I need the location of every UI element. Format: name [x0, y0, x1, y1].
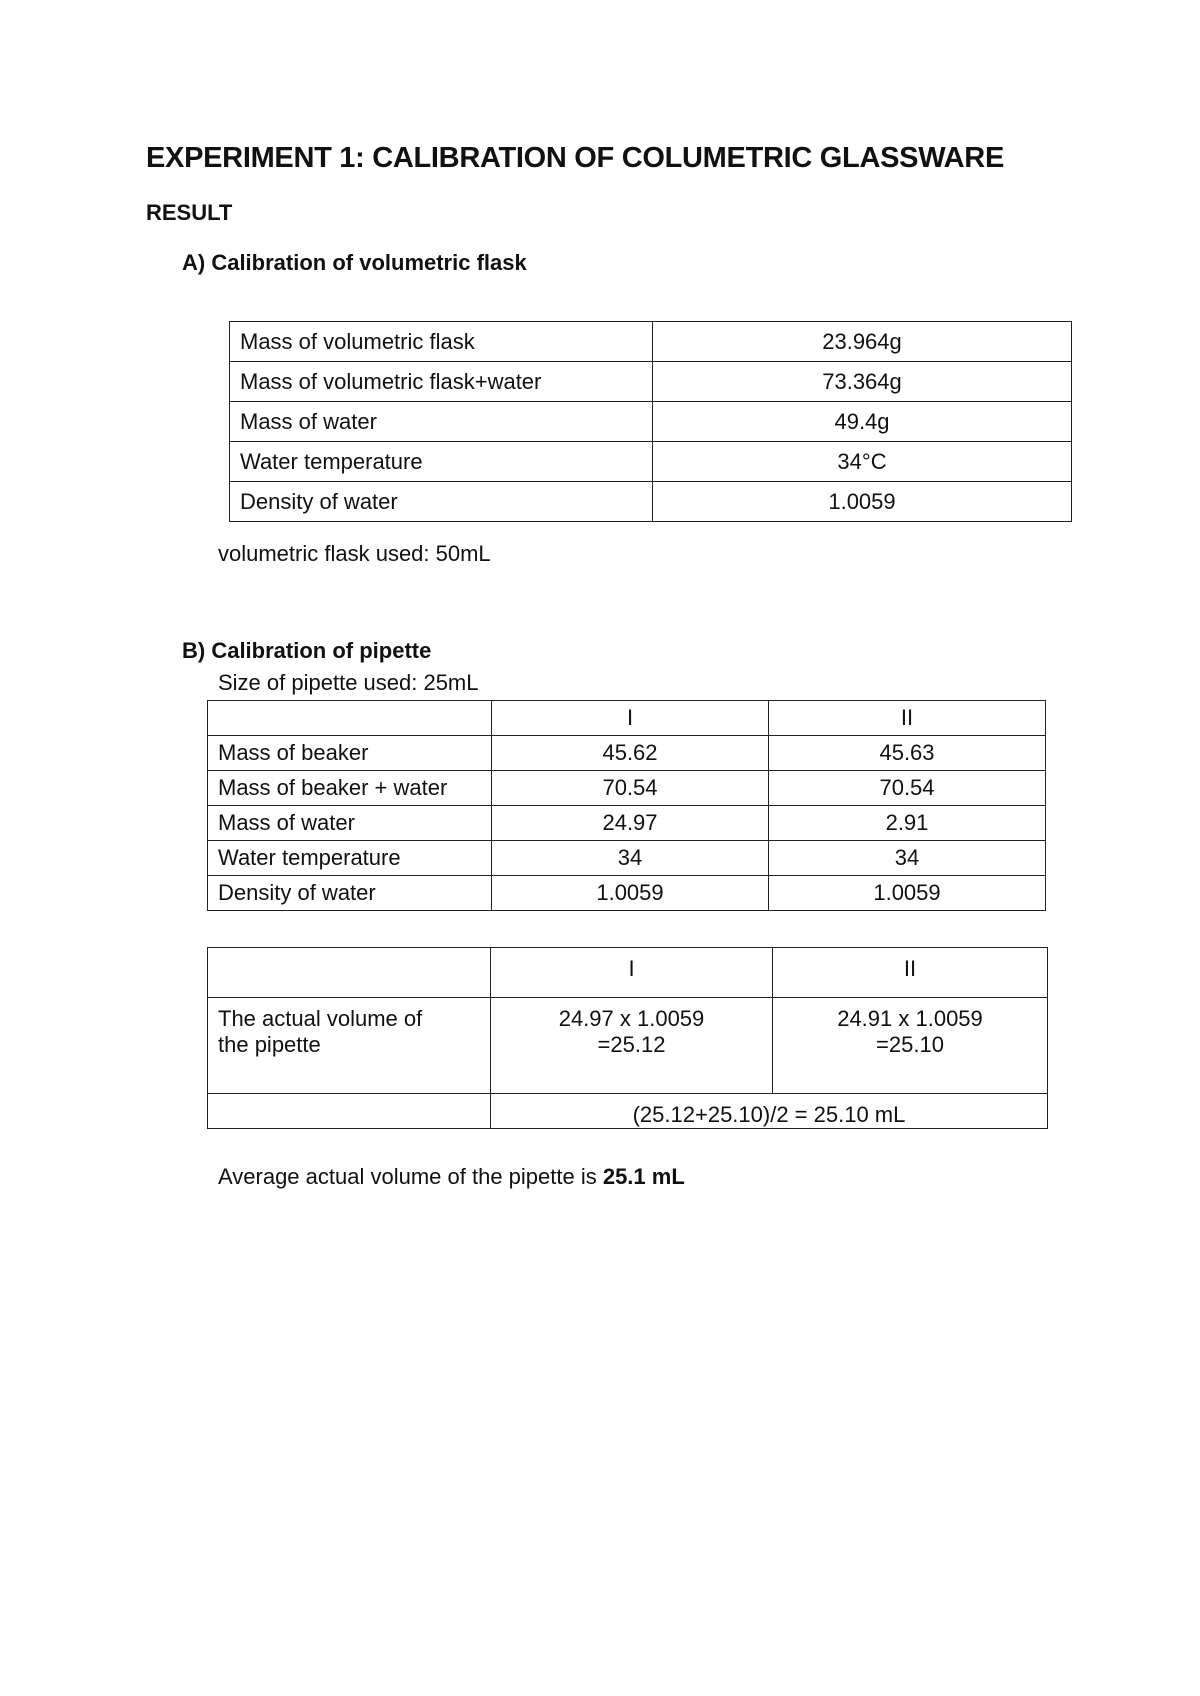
result-line: =25.12	[597, 1032, 666, 1057]
row-label: Mass of beaker + water	[208, 771, 492, 806]
table-row	[230, 322, 1072, 362]
row-label: Water temperature	[208, 841, 492, 876]
trial-ii-volume	[773, 998, 1048, 1094]
section-b-heading: B) Calibration of pipette	[182, 638, 432, 663]
table-row	[208, 806, 1046, 841]
column-header	[208, 701, 492, 736]
conclusion-value: 25.1 mL	[602, 1164, 685, 1189]
table-header-row	[208, 701, 1046, 736]
table-row	[208, 876, 1046, 911]
flask-note: volumetric flask used: 50mL	[218, 541, 491, 566]
average-formula: (25.12+25.10)/2 = 25.10 mL	[491, 1094, 1048, 1129]
formula-line: 24.97 x 1.0059	[558, 1006, 705, 1031]
table-row	[230, 402, 1072, 442]
result-heading: RESULT	[146, 200, 233, 225]
flask-calibration-table	[229, 321, 1072, 522]
empty-cell	[208, 1094, 491, 1129]
row-value: 23.964g	[653, 322, 1072, 362]
trial-i-value: 24.97	[492, 806, 769, 841]
row-label-line: The actual volume of	[218, 1006, 423, 1031]
row-value: 34°C	[653, 442, 1072, 482]
trial-i-volume	[491, 998, 773, 1094]
row-value: 1.0059	[653, 482, 1072, 522]
row-label-line: the pipette	[218, 1032, 321, 1057]
row-value: 49.4g	[653, 402, 1072, 442]
column-header: I	[491, 948, 773, 998]
table-row	[230, 482, 1072, 522]
column-header: II	[773, 948, 1048, 998]
table-row	[208, 998, 1048, 1094]
trial-i-value: 45.62	[492, 736, 769, 771]
column-header: II	[769, 701, 1046, 736]
row-label	[208, 998, 491, 1094]
row-label: Mass of water	[230, 402, 653, 442]
conclusion-text: Average actual volume of the pipette is	[218, 1164, 603, 1189]
pipette-size-note: Size of pipette used: 25mL	[218, 670, 479, 695]
section-a-heading: A) Calibration of volumetric flask	[182, 250, 527, 275]
row-label: Water temperature	[230, 442, 653, 482]
column-header: I	[492, 701, 769, 736]
table-row	[230, 362, 1072, 402]
table-row	[208, 771, 1046, 806]
actual-volume-table	[207, 947, 1048, 1129]
row-label: Density of water	[230, 482, 653, 522]
table-header-row	[208, 948, 1048, 998]
row-value: 73.364g	[653, 362, 1072, 402]
row-label: Mass of volumetric flask+water	[230, 362, 653, 402]
page-title: EXPERIMENT 1: CALIBRATION OF COLUMETRIC GLASSWARE	[146, 142, 1004, 174]
table-row	[208, 1094, 1048, 1129]
trial-i-value: 34	[492, 841, 769, 876]
trial-ii-value: 1.0059	[769, 876, 1046, 911]
pipette-calibration-table	[207, 700, 1046, 911]
trial-i-value: 70.54	[492, 771, 769, 806]
row-label: Density of water	[208, 876, 492, 911]
trial-ii-value: 45.63	[769, 736, 1046, 771]
conclusion	[218, 1164, 685, 1190]
result-line: =25.10	[876, 1032, 944, 1057]
trial-i-value: 1.0059	[492, 876, 769, 911]
row-label: Mass of water	[208, 806, 492, 841]
formula-line: 24.91 x 1.0059	[837, 1006, 983, 1031]
trial-ii-value: 34	[769, 841, 1046, 876]
table-row	[230, 442, 1072, 482]
table-row	[208, 841, 1046, 876]
row-label: Mass of volumetric flask	[230, 322, 653, 362]
table-row	[208, 736, 1046, 771]
trial-ii-value: 70.54	[769, 771, 1046, 806]
trial-ii-value: 2.91	[769, 806, 1046, 841]
row-label: Mass of beaker	[208, 736, 492, 771]
column-header	[208, 948, 491, 998]
